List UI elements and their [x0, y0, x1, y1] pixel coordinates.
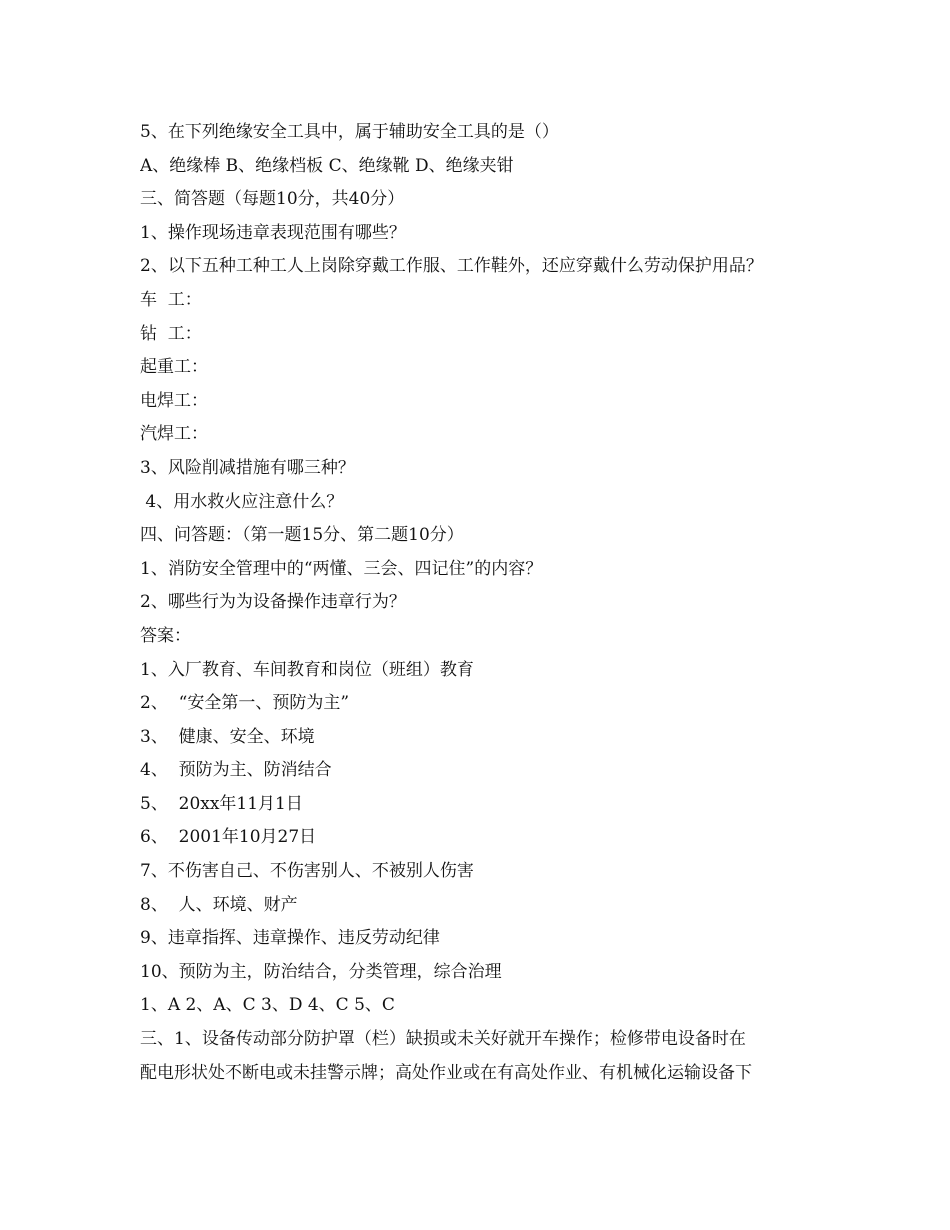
section-3-heading: 三、简答题（每题10分，共40分）	[140, 189, 405, 210]
short-answer-question-2: 2、以下五种工种工人上岗除穿戴工作服、工作鞋外，还应穿戴什么劳动保护用品？	[140, 256, 763, 277]
trade-crane-operator: 起重工：	[140, 357, 208, 378]
trade-driller: 钻 工：	[140, 323, 202, 344]
section-3-answer-line-1: 三、1、设备传动部分防护罩（栏）缺损或未关好就开车操作；检修带电设备时在	[140, 1029, 746, 1050]
document-body	[140, 116, 830, 1090]
answer-9: 9、违章指挥、违章操作、违反劳动纪律	[140, 928, 440, 949]
multiple-choice-answers: 1、A 2、A、C 3、D 4、C 5、C	[140, 995, 395, 1016]
question-5-line: 5、在下列绝缘安全工具中，属于辅助安全工具的是（）	[140, 122, 559, 142]
section-3-answer-line-2: 配电形状处不断电或未挂警示牌；高处作业或在有高处作业、有机械化运输设备下	[140, 1062, 752, 1083]
answer-2: 2、 “安全第一、预防为主”	[140, 693, 350, 714]
essay-question-2: 2、哪些行为为设备操作违章行为？	[140, 592, 406, 613]
short-answer-question-4: 4、用水救火应注意什么？	[140, 491, 344, 512]
trade-lathe-worker: 车 工：	[140, 289, 202, 310]
answer-1: 1、入厂教育、车间教育和岗位（班组）教育	[140, 659, 474, 680]
trade-electric-welder: 电焊工：	[140, 390, 208, 411]
answer-6: 6、 2001年10月27日	[140, 827, 317, 848]
answer-3: 3、 健康、安全、环境	[140, 726, 315, 747]
question-5-options: A、绝缘棒 B、绝缘档板 C、绝缘靴 D、绝缘夹钳	[140, 155, 514, 176]
answer-4: 4、 预防为主、防消结合	[140, 760, 332, 781]
section-4-heading: 四、问答题：（第一题15分、第二题10分）	[140, 525, 464, 546]
short-answer-question-1: 1、操作现场违章表现范围有哪些？	[140, 222, 406, 243]
answer-5: 5、 20xx年11月1日	[140, 793, 303, 814]
essay-question-1: 1、消防安全管理中的“两懂、三会、四记住”的内容？	[140, 558, 543, 579]
short-answer-question-3: 3、风险削减措施有哪三种？	[140, 457, 355, 478]
answers-heading: 答案：	[140, 625, 191, 646]
trade-gas-welder: 汽焊工：	[140, 424, 208, 445]
answer-8: 8、 人、环境、财产	[140, 894, 298, 915]
answer-7: 7、不伤害自己、不伤害别人、不被别人伤害	[140, 861, 474, 882]
answer-10: 10、预防为主，防治结合，分类管理，综合治理	[140, 961, 502, 982]
